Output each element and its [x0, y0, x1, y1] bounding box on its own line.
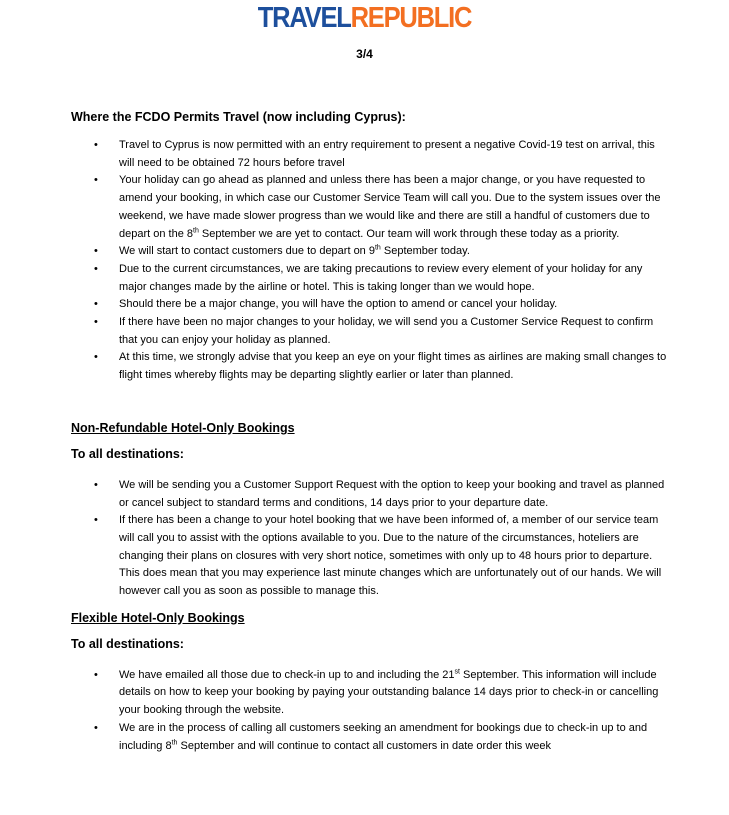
list-item: • Your holiday can go ahead as planned and unless there has been a major change, or you have requested to amend your booking, in which case our Customer Service Team will call you. Due to the system issues over the weekend, we have made slower progress than we would like and there are still a handful of customers due to depart on the 8th September we are yet to contact. Our team will work through these today as a priority.: [71, 172, 671, 243]
logo-text-republic: REPUBLIC: [350, 2, 472, 34]
list-item: • Due to the current circumstances, we are taking precautions to review every element of your holiday for any major changes made by the airline or hotel. This is taking longer than we would hope.: [71, 261, 671, 296]
section-subheading-flexible: To all destinations:: [71, 636, 184, 651]
non-refundable-list: [71, 477, 671, 601]
fcdo-list: [71, 137, 671, 385]
list-item: • If there has been a change to your hotel booking that we have been informed of, a member of our service team will call you to assist with the options available to you. Due to the nature of the circumstances, hoteliers are changing their plans on closures with very short notice, sometimes with only up to 48 hours prior to departure. This does mean that you may experience last minute changes which are unfortunately out of our hands. We will however call you as soon as possible to manage this.: [71, 512, 671, 601]
list-item: • Should there be a major change, you will have the option to amend or cancel your holiday.: [71, 296, 671, 314]
document-body: [71, 108, 671, 755]
section-heading-non-refundable: Non-Refundable Hotel-Only Bookings: [71, 420, 295, 435]
logo-text-travel: TRAVEL: [257, 2, 351, 34]
list-item: • Travel to Cyprus is now permitted with an entry requirement to present a negative Covid-19 test on arrival, this will need to be obtained 72 hours before travel: [71, 137, 671, 172]
list-item: • We have emailed all those due to check-in up to and including the 21st September. This information will include details on how to keep your booking by paying your outstanding balance 14 days prior to check-in or cancelling your booking through the website.: [71, 667, 671, 720]
list-item: • We are in the process of calling all customers seeking an amendment for bookings due to check-in up to and including 8th September and will continue to contact all customers in date order this week: [71, 720, 671, 755]
travel-republic-logo: [44, 1, 686, 35]
flexible-list: [71, 667, 671, 756]
section-heading-flexible: Flexible Hotel-Only Bookings: [71, 610, 245, 625]
list-item: • We will start to contact customers due to depart on 9th September today.: [71, 243, 671, 261]
list-item: • At this time, we strongly advise that you keep an eye on your flight times as airlines are making small changes to flight times whereby flights may be departing slightly earlier or later than planned.: [71, 349, 671, 384]
list-item: • If there have been no major changes to your holiday, we will send you a Customer Service Request to confirm that you can enjoy your holiday as planned.: [71, 314, 671, 349]
page-number: 3/4: [356, 47, 373, 61]
list-item: • We will be sending you a Customer Support Request with the option to keep your booking and travel as planned or cancel subject to standard terms and conditions, 14 days prior to your departure date.: [71, 477, 671, 512]
section-heading-fcdo: Where the FCDO Permits Travel (now including Cyprus):: [71, 110, 406, 124]
section-subheading-non-refundable: To all destinations:: [71, 446, 184, 461]
